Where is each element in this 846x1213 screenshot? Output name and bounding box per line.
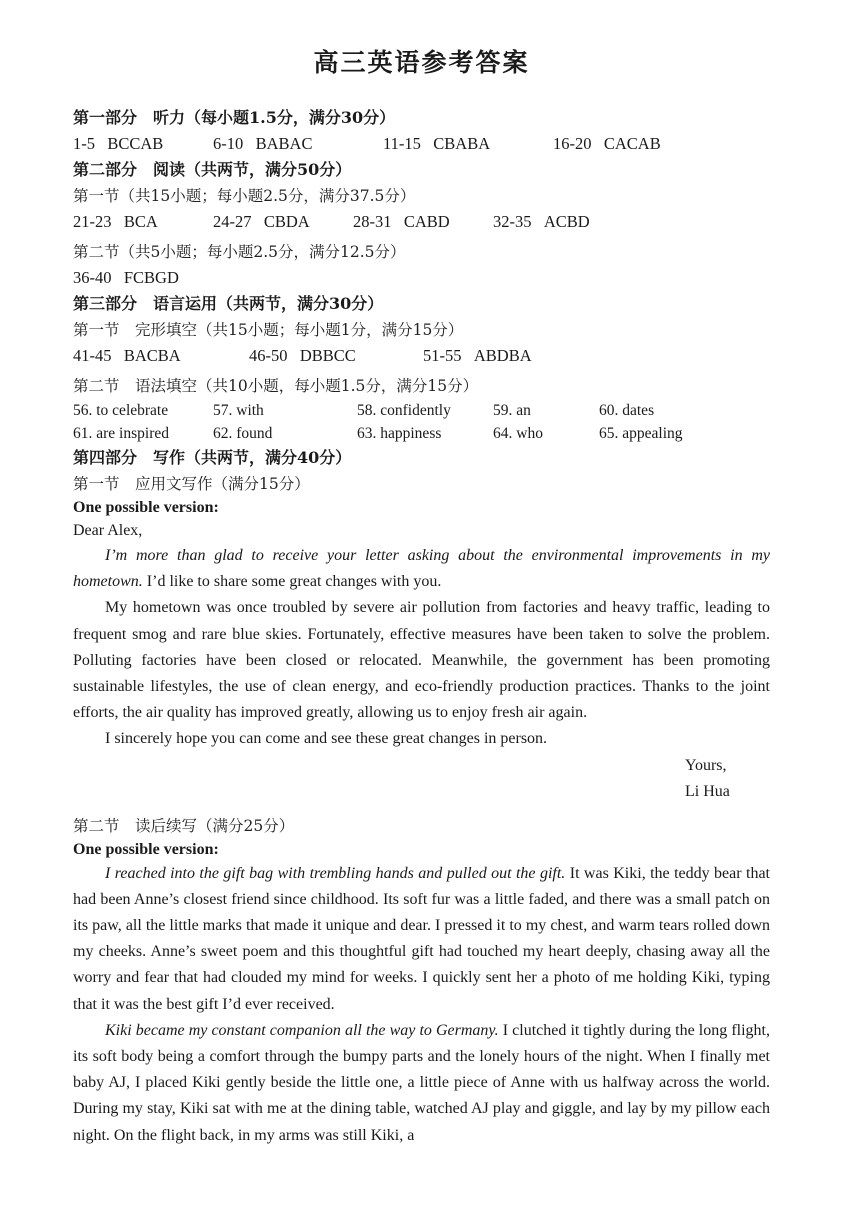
part2-section1-heading: 第一节（共15小题；每小题2.5分，满分37.5分） [73, 187, 416, 205]
answer-group [213, 131, 383, 157]
grammar-answer: 57. with [213, 402, 264, 419]
answer-group [73, 209, 213, 235]
part1-answers [73, 131, 770, 157]
answer-range: 21-23 [73, 212, 112, 231]
answer-range: 24-27 [213, 212, 252, 231]
part2-heading: 第二部分 阅读（共两节，满分50分） [73, 160, 352, 179]
answer-group [213, 209, 353, 235]
answer-range: 1-5 [73, 134, 95, 153]
italic-sentence: I reached into the gift bag with trembling hands and pulled out the gift. [105, 864, 566, 882]
answer-letters: CABD [403, 212, 450, 231]
answer-range: 6-10 [213, 134, 244, 153]
answer-range: 46-50 [249, 346, 288, 365]
letter-paragraph: I sincerely hope you can come and see these great changes in person. [105, 730, 548, 748]
paragraph-text: I clutched it tightly during the long flight, its soft body being a comfort through the bumpy parts and the lonely hours of the night. When I finally met baby AJ, I placed Kiki gently beside the little one, a little piece of Anne with us halfway across the world. During my stay, Kiki sat with me at the dining table, watched AJ play and giggle, and lay by my pillow each night. On the flight back, in my arms was still Kiki, a [73, 1021, 771, 1144]
answer-letters: ABDBA [473, 346, 532, 365]
letter-closing: Yours, [685, 756, 727, 774]
part3-section2-heading: 第二节 语法填空（共10小题，每小题1.5分，满分15分） [73, 377, 479, 395]
answer-letters: CBABA [433, 134, 491, 153]
answer-group [423, 343, 583, 369]
version-label: One possible version: [73, 499, 219, 516]
grammar-answer: 64. who [493, 425, 543, 442]
paragraph-text: It was Kiki, the teddy bear that had been Anne’s closest friend since childhood. Its soft fur was a little faded, and there was a small patch on its paw, all the little marks that made it unique and dear. I pressed it to my chest, and warm tears rolled down my cheeks. Anne’s sweet poem and this thoughtful gift had touched my heart deeply, chasing away all the worry and fear that had clouded my mind for weeks. I quickly sent her a photo of me holding Kiki, typing that it was the best gift I’d ever received. [73, 864, 771, 1013]
answer-group [553, 131, 713, 157]
answer-letters: FCBGD [123, 268, 179, 287]
part4-heading: 第四部分 写作（共两节，满分40分） [73, 448, 352, 467]
answer-group [353, 209, 493, 235]
grammar-answer: 65. appealing [599, 425, 683, 442]
answer-letters: BABAC [255, 134, 313, 153]
answer-group [73, 265, 273, 291]
grammar-answer: 61. are inspired [73, 425, 169, 442]
grammar-answer: 59. an [493, 402, 531, 419]
answer-letters: BCA [123, 212, 158, 231]
part2-section1-answers [73, 209, 770, 235]
grammar-answer: 62. found [213, 425, 273, 442]
grammar-answer: 63. happiness [357, 425, 442, 442]
answer-group [73, 343, 249, 369]
version-label: One possible version: [73, 840, 219, 858]
answer-letters: CACAB [603, 134, 661, 153]
letter-signature: Li Hua [685, 782, 730, 800]
answer-range: 41-45 [73, 346, 112, 365]
answer-group [249, 343, 423, 369]
answer-letters: ACBD [543, 212, 590, 231]
answer-group [383, 131, 553, 157]
grammar-answer: 60. dates [599, 402, 655, 419]
answer-range: 36-40 [73, 268, 112, 287]
answer-group [73, 131, 213, 157]
continuation-paragraph [73, 861, 770, 1018]
part3-section1-answers [73, 343, 770, 369]
continuation-paragraph [73, 1018, 770, 1149]
paragraph-text: I’d like to share some great changes with you. [142, 573, 442, 591]
letter-greeting: Dear Alex, [73, 522, 143, 539]
answer-letters: CBDA [263, 212, 310, 231]
grammar-answer: 56. to celebrate [73, 402, 169, 419]
part4-section1-heading: 第一节 应用文写作（满分15分） [73, 475, 310, 493]
answer-range: 28-31 [353, 212, 392, 231]
letter-paragraph: My hometown was once troubled by severe air pollution from factories and heavy traffic, leading to frequent smog and rare blue skies. Fortunately, effective measures have been taken to solve the problem. Polluting factories have been closed or relocated. Meanwhile, the government has been promoting sustainable lifestyles, the use of clean energy, and eco-friendly production practices. Thanks to the joint efforts, the air quality has improved greatly, allowing us to enjoy fresh air again. [73, 599, 770, 722]
part2-section2-answers [73, 265, 770, 291]
italic-sentence: Kiki became my constant companion all the way to Germany. [105, 1021, 499, 1039]
answer-letters: DBBCC [299, 346, 356, 365]
italic-sentence: I’m more than glad to receive your letter asking about the environmental improvements in my hometown. [73, 547, 770, 591]
part2-section2-heading: 第二节（共5小题；每小题2.5分，满分12.5分） [73, 243, 406, 261]
answer-letters: BACBA [123, 346, 181, 365]
answer-range: 16-20 [553, 134, 592, 153]
answer-range: 32-35 [493, 212, 532, 231]
part3-heading: 第三部分 语言运用（共两节，满分30分） [73, 294, 384, 313]
part1-heading: 第一部分 听力（每小题1.5分，满分30分） [73, 108, 396, 127]
part3-section1-heading: 第一节 完形填空（共15小题；每小题1分，满分15分） [73, 321, 464, 339]
letter-paragraph [73, 543, 770, 595]
answer-group [493, 209, 633, 235]
answer-range: 11-15 [383, 134, 421, 153]
answer-letters: BCCAB [107, 134, 164, 153]
part4-section2-heading: 第二节 读后续写（满分25分） [73, 816, 295, 835]
page-title: 高三英语参考答案 [313, 48, 530, 77]
grammar-answer: 58. confidently [357, 402, 451, 419]
grammar-fill-answers [73, 399, 770, 445]
answer-range: 51-55 [423, 346, 462, 365]
